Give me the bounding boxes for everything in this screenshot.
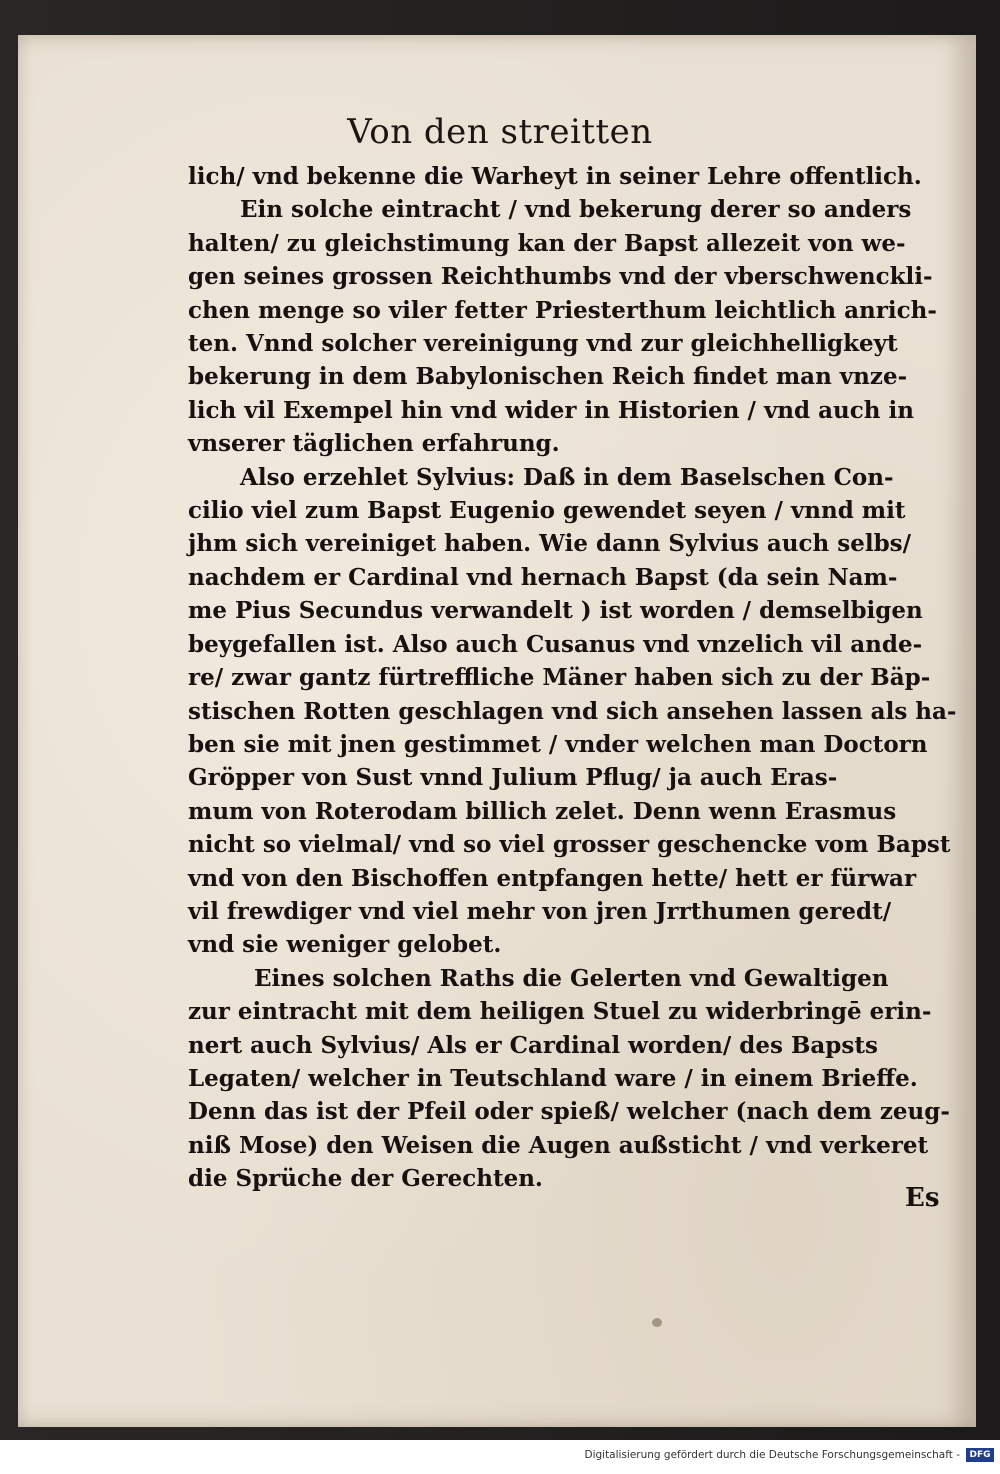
text-line: nachdem er Cardinal vnd hernach Bapst (da sein Nam-	[188, 563, 898, 591]
text-line: halten/ zu gleichstimung kan der Bapst allezeit von we-	[188, 229, 906, 257]
text-line: Gröpper von Sust vnnd Julium Pflug/ ja auch Eras-	[188, 764, 838, 792]
text-line: beygefallen ist. Also auch Cusanus vnd vnzelich vil ande-	[188, 630, 923, 658]
text-line: die Sprüche der Gerechten.	[188, 1165, 543, 1193]
text-line: lich vil Exempel hin vnd wider in Historien / vnd auch in	[188, 396, 914, 424]
text-line: Eines solchen Raths die Gelerten vnd Gewaltigen	[254, 964, 889, 992]
running-head: Von den streitten	[347, 112, 653, 152]
text-line: bekerung in dem Babylonischen Reich findet man vnze-	[188, 363, 908, 391]
text-line: ben sie mit jnen gestimmet / vnder welchen man Doctorn	[188, 730, 928, 758]
text-line: stischen Rotten geschlagen vnd sich ansehen lassen als ha-	[188, 697, 957, 725]
text-line: lich/ vnd bekenne die Warheyt in seiner Lehre offentlich.	[188, 163, 922, 190]
text-line: zur eintracht mit dem heiligen Stuel zu widerbringē erin-	[188, 998, 932, 1026]
text-line: vnserer täglichen erfahrung.	[188, 430, 560, 458]
text-line: jhm sich vereiniget haben. Wie dann Sylvius auch selbs/	[188, 530, 912, 558]
text-line: ten. Vnnd solcher vereinigung vnd zur gleichhelligkeyt	[188, 330, 898, 358]
text-line: me Pius Secundus verwandelt ) ist worden / demselbigen	[188, 597, 923, 625]
text-line: Denn das ist der Pfeil oder spieß/ welcher (nach dem zeug-	[188, 1098, 950, 1126]
text-line: nert auch Sylvius/ Als er Cardinal worden/ des Bapsts	[188, 1031, 878, 1059]
footer-credit: Digitalisierung gefördert durch die Deutsche Forschungsgemeinschaft -	[584, 1449, 960, 1461]
text-line: gen seines grossen Reichthumbs vnd der vberschwenckli-	[188, 263, 933, 291]
dfg-logo-icon: DFG	[966, 1448, 994, 1462]
text-line: mum von Roterodam billich zelet. Denn wenn Erasmus	[188, 797, 897, 825]
text-line: Legaten/ welcher in Teutschland ware / in einem Brieffe.	[188, 1064, 918, 1092]
ink-spot	[652, 1318, 662, 1327]
catchword: Es	[905, 1183, 940, 1213]
text-line: chen menge so viler fetter Priesterthum leichtlich anrich-	[188, 296, 937, 324]
text-line: Also erzehlet Sylvius: Daß in dem Baselschen Con-	[240, 463, 894, 491]
text-line: vnd sie weniger gelobet.	[188, 931, 502, 959]
footer-bar	[0, 1440, 1000, 1474]
text-line: Ein solche eintracht / vnd bekerung derer so anders	[240, 196, 912, 224]
text-line: vil frewdiger vnd viel mehr von jren Jrrthumen geredt/	[188, 897, 892, 925]
text-line: re/ zwar gantz fürtreffliche Mäner haben sich zu der Bäp-	[188, 664, 931, 692]
text-line: niß Mose) den Weisen die Augen außsticht / vnd verkeret	[188, 1131, 929, 1159]
text-line: nicht so vielmal/ vnd so viel grosser geschencke vom Bapst	[188, 831, 951, 859]
body-text	[188, 160, 963, 1196]
text-line: cilio viel zum Bapst Eugenio gewendet seyen / vnnd mit	[188, 497, 906, 525]
text-line: vnd von den Bischoffen entpfangen hette/ hett er fürwar	[188, 864, 917, 892]
